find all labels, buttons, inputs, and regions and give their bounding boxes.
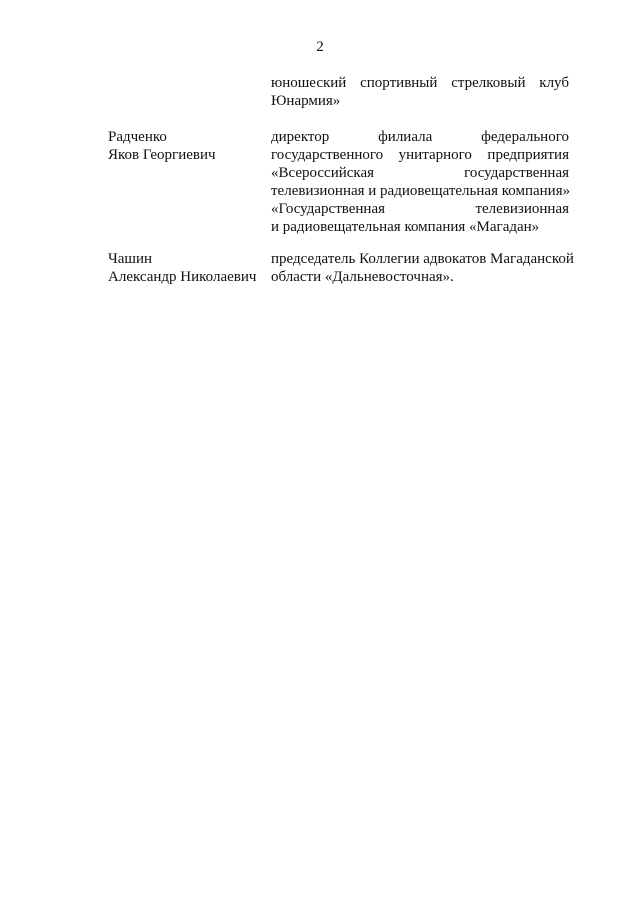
description-line bbox=[271, 74, 569, 92]
word: «Всероссийская bbox=[271, 165, 375, 181]
entry-description bbox=[271, 74, 569, 110]
word: государственного bbox=[271, 147, 384, 163]
surname: Чашин bbox=[108, 251, 153, 267]
given-names: Александр Николаевич bbox=[108, 269, 257, 285]
page-number: 2 bbox=[316, 39, 324, 55]
surname: Радченко bbox=[108, 129, 167, 145]
word: филиала bbox=[378, 129, 433, 145]
word: спортивный bbox=[360, 75, 438, 91]
word: области «Дальневосточная». bbox=[271, 269, 454, 285]
description-line bbox=[271, 128, 569, 146]
description-line bbox=[271, 268, 569, 286]
word: федерального bbox=[481, 129, 569, 145]
person-name bbox=[108, 250, 268, 286]
word: стрелковый bbox=[451, 75, 526, 91]
description-line bbox=[271, 182, 569, 200]
given-names: Яков Георгиевич bbox=[108, 147, 216, 163]
word: «Государственная bbox=[271, 201, 386, 217]
description-line bbox=[271, 164, 569, 182]
word: и радиовещательная компания «Магадан» bbox=[271, 219, 540, 235]
description-line bbox=[271, 146, 569, 164]
word: юношеский bbox=[271, 75, 347, 91]
entry-description bbox=[271, 128, 569, 236]
word: директор bbox=[271, 129, 330, 145]
word: предприятия bbox=[487, 147, 569, 163]
description-line bbox=[271, 250, 574, 268]
description-line bbox=[271, 92, 569, 110]
word: государственная bbox=[464, 165, 569, 181]
description-line bbox=[271, 218, 569, 236]
description-line bbox=[271, 200, 569, 218]
word: клуб bbox=[539, 75, 569, 91]
person-name bbox=[108, 128, 268, 164]
word: телевизионная и радиовещательная компания» bbox=[271, 183, 571, 199]
word: Юнармия» bbox=[271, 93, 341, 109]
word: председатель Коллегии адвокатов Магаданской bbox=[271, 251, 574, 267]
word: унитарного bbox=[398, 147, 472, 163]
entry-description bbox=[271, 250, 574, 286]
word: телевизионная bbox=[475, 201, 569, 217]
